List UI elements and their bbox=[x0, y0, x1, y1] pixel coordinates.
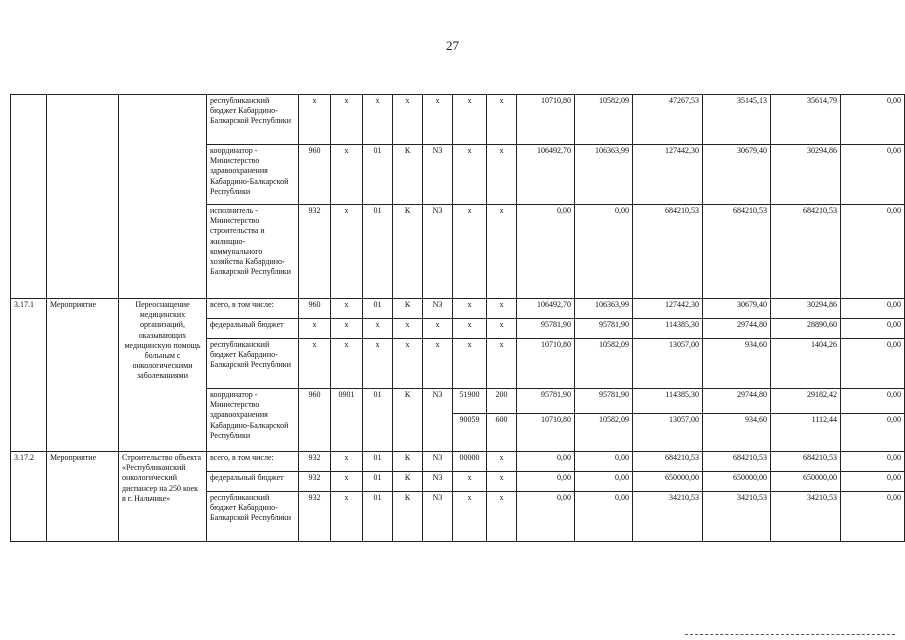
value-cell: 35145,13 bbox=[703, 95, 771, 145]
value-cell: 30679,40 bbox=[703, 145, 771, 205]
om-code: x bbox=[423, 319, 453, 339]
value-cell: 47267,53 bbox=[633, 95, 703, 145]
value-cell: 684210,53 bbox=[703, 452, 771, 472]
grbs-code: 960 bbox=[299, 389, 331, 452]
budget-table bbox=[10, 94, 905, 542]
value-cell: 650000,00 bbox=[703, 472, 771, 492]
value-cell: 0,00 bbox=[841, 145, 905, 205]
source-name: координатор - Министерство здравоохранения Кабардино-Балкарской Республики bbox=[207, 389, 299, 452]
vr-code: x bbox=[487, 472, 517, 492]
om-code: N3 bbox=[423, 452, 453, 472]
grbs-code: 932 bbox=[299, 472, 331, 492]
value-cell: 28890,60 bbox=[771, 319, 841, 339]
pgp-code: К bbox=[393, 492, 423, 542]
rzpr-code: x bbox=[331, 205, 363, 299]
value-cell: 34210,53 bbox=[771, 492, 841, 542]
vr-code: x bbox=[487, 95, 517, 145]
value-cell: 127442,30 bbox=[633, 299, 703, 319]
value-cell: 650000,00 bbox=[771, 472, 841, 492]
value-cell: 0,00 bbox=[517, 452, 575, 472]
value-cell: 684210,53 bbox=[703, 205, 771, 299]
gp-code: 01 bbox=[363, 389, 393, 452]
grbs-code: 960 bbox=[299, 145, 331, 205]
vr-code: x bbox=[487, 319, 517, 339]
value-cell: 0,00 bbox=[841, 414, 905, 452]
value-cell: 0,00 bbox=[841, 299, 905, 319]
rzpr-code: x bbox=[331, 452, 363, 472]
value-cell: 114385,30 bbox=[633, 319, 703, 339]
rzpr-code: x bbox=[331, 472, 363, 492]
vr-code: x bbox=[487, 492, 517, 542]
value-cell: 10582,09 bbox=[575, 95, 633, 145]
value-cell: 95781,90 bbox=[517, 319, 575, 339]
value-cell: 0,00 bbox=[517, 492, 575, 542]
value-cell: 1112,44 bbox=[771, 414, 841, 452]
vr-code: x bbox=[487, 145, 517, 205]
rzpr-code: x bbox=[331, 319, 363, 339]
value-cell: 34210,53 bbox=[703, 492, 771, 542]
pgp-code: x bbox=[393, 95, 423, 145]
direction-code: 90059 bbox=[453, 414, 487, 452]
table-row bbox=[11, 452, 905, 472]
source-name: исполнитель - Министерство строительства и жилищно-коммунального хозяйства Кабардино-Балкарской Республики bbox=[207, 205, 299, 299]
value-cell: 106492,70 bbox=[517, 299, 575, 319]
value-cell: 0,00 bbox=[841, 472, 905, 492]
footer-rule bbox=[685, 634, 895, 636]
table-row bbox=[11, 299, 905, 319]
pgp-code: К bbox=[393, 205, 423, 299]
om-code: N3 bbox=[423, 389, 453, 452]
table-row bbox=[11, 95, 905, 145]
om-code: N3 bbox=[423, 145, 453, 205]
value-cell: 0,00 bbox=[575, 472, 633, 492]
source-name: координатор - Министерство здравоохранения Кабардино-Балкарской Республики bbox=[207, 145, 299, 205]
value-cell: 95781,90 bbox=[517, 389, 575, 414]
gp-code: 01 bbox=[363, 299, 393, 319]
value-cell: 13057,00 bbox=[633, 339, 703, 389]
direction-code: x bbox=[453, 95, 487, 145]
direction-code: x bbox=[453, 472, 487, 492]
value-cell: 0,00 bbox=[841, 205, 905, 299]
grbs-code: 960 bbox=[299, 299, 331, 319]
value-cell: 684210,53 bbox=[633, 205, 703, 299]
rzpr-code: x bbox=[331, 145, 363, 205]
pgp-code: x bbox=[393, 319, 423, 339]
om-code: x bbox=[423, 339, 453, 389]
measure-number: 3.17.1 bbox=[11, 299, 47, 452]
direction-code: x bbox=[453, 299, 487, 319]
rzpr-code: 0901 bbox=[331, 389, 363, 452]
gp-code: x bbox=[363, 319, 393, 339]
gp-code: x bbox=[363, 95, 393, 145]
value-cell: 0,00 bbox=[517, 472, 575, 492]
rzpr-code: x bbox=[331, 299, 363, 319]
direction-code: 51900 bbox=[453, 389, 487, 414]
source-name: федеральный бюджет bbox=[207, 319, 299, 339]
measure-title: Строительство объекта «Республиканский онкологический диспансер на 250 коек в г. Нальчике» bbox=[119, 452, 207, 542]
grbs-code: x bbox=[299, 95, 331, 145]
value-cell: 95781,90 bbox=[575, 389, 633, 414]
direction-code: 00000 bbox=[453, 452, 487, 472]
value-cell: 934,60 bbox=[703, 414, 771, 452]
value-cell: 0,00 bbox=[517, 205, 575, 299]
gp-code: 01 bbox=[363, 472, 393, 492]
value-cell: 0,00 bbox=[841, 492, 905, 542]
value-cell: 34210,53 bbox=[633, 492, 703, 542]
value-cell: 934,60 bbox=[703, 339, 771, 389]
gp-code: 01 bbox=[363, 205, 393, 299]
gp-code: x bbox=[363, 339, 393, 389]
grbs-code: 932 bbox=[299, 492, 331, 542]
om-code: N3 bbox=[423, 299, 453, 319]
value-cell: 10710,80 bbox=[517, 414, 575, 452]
value-cell: 35614,79 bbox=[771, 95, 841, 145]
vr-code: x bbox=[487, 205, 517, 299]
value-cell: 0,00 bbox=[841, 339, 905, 389]
vr-code: x bbox=[487, 299, 517, 319]
vr-code: x bbox=[487, 339, 517, 389]
value-cell: 106492,70 bbox=[517, 145, 575, 205]
value-cell: 650000,00 bbox=[633, 472, 703, 492]
value-cell: 13057,00 bbox=[633, 414, 703, 452]
measure-type: Мероприятие bbox=[47, 299, 119, 452]
vr-code: 600 bbox=[487, 414, 517, 452]
measure-title: Переоснащение медицинских организаций, оказывающих медицинскую помощь больным с онкологическими заболеваниями bbox=[119, 299, 207, 452]
value-cell: 30294,86 bbox=[771, 299, 841, 319]
grbs-code: x bbox=[299, 339, 331, 389]
value-cell: 30294,86 bbox=[771, 145, 841, 205]
value-cell: 106363,99 bbox=[575, 145, 633, 205]
pgp-code: x bbox=[393, 339, 423, 389]
value-cell: 30679,40 bbox=[703, 299, 771, 319]
rzpr-code: x bbox=[331, 95, 363, 145]
value-cell: 106363,99 bbox=[575, 299, 633, 319]
value-cell: 95781,90 bbox=[575, 319, 633, 339]
value-cell: 0,00 bbox=[841, 389, 905, 414]
source-name: республиканский бюджет Кабардино-Балкарской Республики bbox=[207, 95, 299, 145]
grbs-code: 932 bbox=[299, 452, 331, 472]
pgp-code: К bbox=[393, 145, 423, 205]
pgp-code: К bbox=[393, 452, 423, 472]
source-name: федеральный бюджет bbox=[207, 472, 299, 492]
om-code: N3 bbox=[423, 205, 453, 299]
value-cell: 0,00 bbox=[575, 205, 633, 299]
value-cell: 0,00 bbox=[575, 492, 633, 542]
value-cell: 0,00 bbox=[841, 319, 905, 339]
direction-code: x bbox=[453, 319, 487, 339]
value-cell: 10582,09 bbox=[575, 414, 633, 452]
pgp-code: К bbox=[393, 389, 423, 452]
source-name: республиканский бюджет Кабардино-Балкарской Республики bbox=[207, 492, 299, 542]
value-cell: 0,00 bbox=[841, 95, 905, 145]
rzpr-code: x bbox=[331, 339, 363, 389]
page-number: 27 bbox=[446, 38, 459, 53]
grbs-code: 932 bbox=[299, 205, 331, 299]
source-name: всего, в том числе: bbox=[207, 299, 299, 319]
source-name: республиканский бюджет Кабардино-Балкарской Республики bbox=[207, 339, 299, 389]
gp-code: 01 bbox=[363, 145, 393, 205]
value-cell: 0,00 bbox=[575, 452, 633, 472]
gp-code: 01 bbox=[363, 492, 393, 542]
value-cell: 684210,53 bbox=[771, 205, 841, 299]
value-cell: 10710,80 bbox=[517, 339, 575, 389]
source-name: всего, в том числе: bbox=[207, 452, 299, 472]
value-cell: 114385,30 bbox=[633, 389, 703, 414]
value-cell: 29744,80 bbox=[703, 389, 771, 414]
om-code: x bbox=[423, 95, 453, 145]
om-code: N3 bbox=[423, 492, 453, 542]
empty-cell bbox=[11, 95, 47, 299]
value-cell: 10710,80 bbox=[517, 95, 575, 145]
value-cell: 29744,80 bbox=[703, 319, 771, 339]
value-cell: 1404,26 bbox=[771, 339, 841, 389]
value-cell: 684210,53 bbox=[633, 452, 703, 472]
vr-code: x bbox=[487, 452, 517, 472]
empty-cell bbox=[119, 95, 207, 299]
value-cell: 0,00 bbox=[841, 452, 905, 472]
grbs-code: x bbox=[299, 319, 331, 339]
direction-code: x bbox=[453, 145, 487, 205]
rzpr-code: x bbox=[331, 492, 363, 542]
value-cell: 127442,30 bbox=[633, 145, 703, 205]
direction-code: x bbox=[453, 339, 487, 389]
value-cell: 684210,53 bbox=[771, 452, 841, 472]
direction-code: x bbox=[453, 492, 487, 542]
value-cell: 29182,42 bbox=[771, 389, 841, 414]
empty-cell bbox=[47, 95, 119, 299]
gp-code: 01 bbox=[363, 452, 393, 472]
measure-number: 3.17.2 bbox=[11, 452, 47, 542]
vr-code: 200 bbox=[487, 389, 517, 414]
direction-code: x bbox=[453, 205, 487, 299]
pgp-code: К bbox=[393, 299, 423, 319]
value-cell: 10582,09 bbox=[575, 339, 633, 389]
measure-type: Мероприятие bbox=[47, 452, 119, 542]
om-code: N3 bbox=[423, 472, 453, 492]
pgp-code: К bbox=[393, 472, 423, 492]
